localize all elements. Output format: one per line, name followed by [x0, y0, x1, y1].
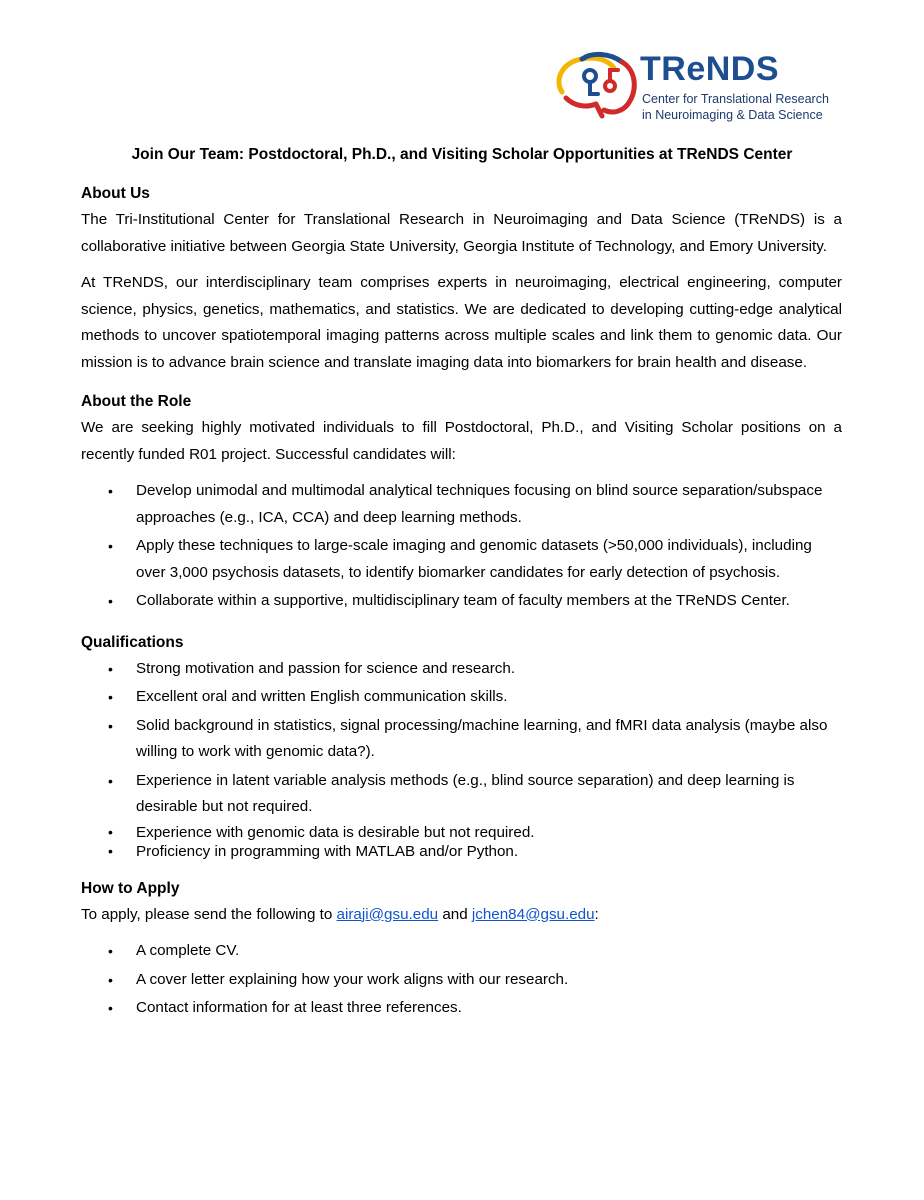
- about-role-heading: About the Role: [81, 393, 192, 410]
- logo-subtitle-line-1: Center for Translational Research: [642, 92, 829, 106]
- role-bullet-list: [81, 478, 842, 615]
- logo-name: TReNDS: [640, 50, 780, 88]
- document-title: Join Our Team: Postdoctoral, Ph.D., and Visiting Scholar Opportunities at TReNDS Center: [131, 146, 793, 163]
- about-role-intro: We are seeking highly motivated individuals to fill Postdoctoral, Ph.D., and Visiting Scholar positions on a recently funded R01 project. Successful candidates will:: [81, 419, 842, 463]
- about-us-heading: About Us: [81, 185, 150, 202]
- about-us-paragraph-1: The Tri-Institutional Center for Translational Research in Neuroimaging and Data Science (TReNDS) is a collaborative initiative between Georgia State University, Georgia Institute of Technology, and Emory University.: [81, 211, 842, 255]
- list-item: • Proficiency in programming with MATLAB and/or Python.: [81, 842, 842, 861]
- about-us-paragraph-2: At TReNDS, our interdisciplinary team comprises experts in neuroimaging, electrical engineering, computer science, physics, genetics, mathematics, and statistics. We are dedicated to developing cutting-edge analytical methods to uncover spatiotemporal imaging patterns across multiple scales and link them to genomic data. Our mission is to advance brain science and translate imaging data into biomarkers for brain health and disease.: [81, 274, 842, 371]
- list-item: • Collaborate within a supportive, multidisciplinary team of faculty members at the TReNDS Center.: [81, 588, 842, 615]
- brain-logo-icon: [552, 50, 644, 126]
- trends-logo: [552, 50, 842, 126]
- qualifications-heading: Qualifications: [81, 633, 184, 651]
- apply-requirements-list: [81, 938, 842, 1022]
- list-item: • Contact information for at least three references.: [81, 995, 842, 1022]
- email-link-jchen84[interactable]: jchen84@gsu.edu: [471, 905, 595, 923]
- list-item: • A cover letter explaining how your work aligns with our research.: [81, 967, 842, 994]
- logo-subtitle-line-2: in Neuroimaging & Data Science: [642, 108, 823, 122]
- how-to-apply-heading: How to Apply: [81, 879, 180, 897]
- apply-intro-text: To apply, please send the following to: [81, 905, 337, 923]
- list-item: • Solid background in statistics, signal processing/machine learning, and fMRI data analysis (maybe also willing to work with genomic data?).: [81, 713, 842, 766]
- list-item: • Experience with genomic data is desirable but not required.: [81, 823, 842, 842]
- document-body: [81, 181, 842, 1024]
- list-item: • Excellent oral and written English communication skills.: [81, 684, 842, 711]
- list-item: • Strong motivation and passion for science and research.: [81, 656, 842, 683]
- qualifications-list: [81, 656, 842, 861]
- list-item: • Apply these techniques to large-scale imaging and genomic datasets (>50,000 individuals), including over 3,000 psychosis datasets, to identify biomarker candidates for early detection of psychosis.: [81, 533, 842, 586]
- apply-intro-and: and: [438, 905, 472, 923]
- list-item: • Develop unimodal and multimodal analytical techniques focusing on blind source separation/subspace approaches (e.g., ICA, CCA) and deep learning methods.: [81, 478, 842, 531]
- email-link-airaji[interactable]: airaji@gsu.edu: [336, 905, 439, 923]
- list-item: • Experience in latent variable analysis methods (e.g., blind source separation) and deep learning is desirable but not required.: [81, 768, 842, 821]
- list-item: • A complete CV.: [81, 938, 842, 965]
- how-to-apply-intro: [81, 902, 842, 929]
- apply-intro-colon: :: [594, 905, 599, 923]
